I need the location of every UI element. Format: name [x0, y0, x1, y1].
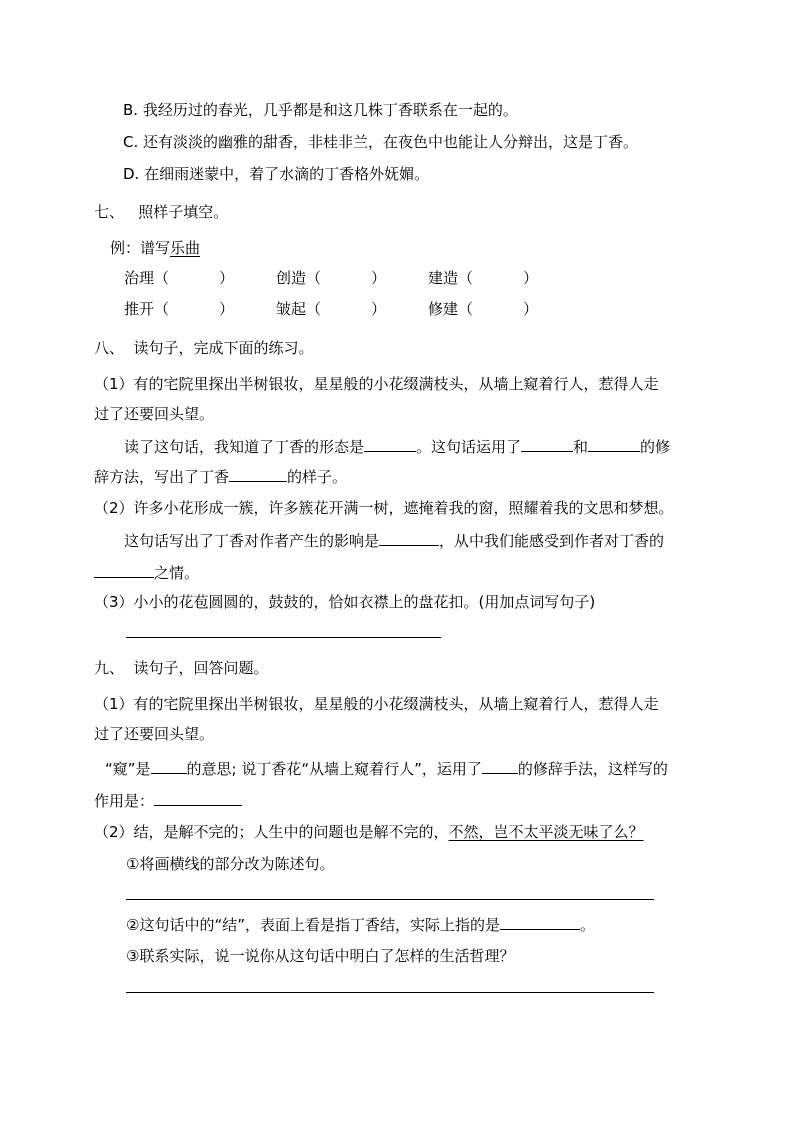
q8-question-2-line2: 之情。	[94, 562, 199, 583]
q8-sentence-3: （3）小小的花苞圆圆的，鼓鼓的，恰如衣襟上的盘花扣。(用加点词写句子)	[94, 593, 596, 611]
q8-question-1-line2: 辞方法，写出了丁香 的样子。	[94, 468, 348, 486]
q8-question-1-line1: 读了这句话，我知道了丁香的形态是 。这句话运用了 和 的修	[124, 438, 671, 456]
fill-item-5[interactable]: 皱起（ ）	[276, 300, 387, 318]
q8-sentence-1-line1: （1）有的宅院里探出半树银妆，星星般的小花缀满枝头，从墙上窥着行人，惹得人走	[94, 375, 659, 393]
q9-sentence-2: （2）结，是解不完的；人生中的问题也是解不完的，不然，岂不太平淡无味了么？	[94, 823, 644, 841]
q8-question-2-line1: 这句话写出了丁香对作者产生的影响是 ，从中我们能感受到作者对丁香的	[124, 532, 665, 550]
option-d: D. 在细雨迷蒙中，着了水滴的丁香格外妩媚。	[123, 165, 430, 183]
section-9-title: 九、 读句子，回答问题。	[94, 659, 269, 677]
answer-blank[interactable]	[229, 466, 287, 482]
q8-sentence-1-line2: 过了还要回头望。	[94, 405, 215, 423]
fill-item-2[interactable]: 创造（ ）	[276, 269, 387, 287]
example-line	[110, 238, 200, 258]
q9-sentence-1-line1: （1）有的宅院里探出半树银妆，星星般的小花缀满枝头，从墙上窥着行人，惹得人走	[94, 695, 659, 713]
answer-blank[interactable]	[482, 758, 518, 774]
answer-blank[interactable]	[379, 530, 439, 546]
answer-line[interactable]	[126, 637, 441, 638]
answer-line[interactable]	[126, 899, 654, 900]
q9-question-1-line1: “窥”是 的意思; 说丁香花“从墙上窥着行人”，运用了 的修辞手法，这样写的	[105, 760, 668, 778]
sub-question-2: ②这句话中的“结”，表面上看是指丁香结，实际上指的是 。	[126, 916, 596, 934]
underlined-sentence: 不然，岂不太平淡无味了么？	[448, 823, 644, 841]
answer-blank[interactable]	[588, 436, 640, 452]
fill-item-4[interactable]: 推开（ ）	[124, 300, 235, 318]
answer-blank[interactable]	[151, 758, 187, 774]
option-b: B. 我经历过的春光，几乎都是和这几株丁香联系在一起的。	[123, 101, 518, 119]
q9-sentence-1-line2: 过了还要回头望。	[94, 725, 215, 743]
answer-blank[interactable]	[521, 436, 573, 452]
sub-question-1: ①将画横线的部分改为陈述句。	[126, 855, 335, 873]
fill-item-1[interactable]: 治理（ ）	[124, 269, 235, 287]
section-7-title: 七、 照样子填空。	[94, 203, 229, 221]
q8-sentence-2: （2）许多小花形成一簇，许多簇花开满一树，遮掩着我的窗，照耀着我的文思和梦想。	[94, 499, 674, 517]
answer-blank[interactable]	[154, 790, 242, 806]
fill-item-3[interactable]: 建造（ ）	[428, 269, 539, 287]
q9-question-1-line2: 作用是：	[94, 790, 242, 811]
answer-blank[interactable]	[364, 436, 416, 452]
sub-question-3: ③联系实际，说一说你从这句话中明白了怎样的生活哲理？	[126, 947, 515, 965]
answer-line[interactable]	[126, 992, 654, 993]
fill-item-6[interactable]: 修建（ ）	[428, 300, 539, 318]
option-c: C. 还有淡淡的幽雅的甜香，非桂非兰，在夜色中也能让人分辩出，这是丁香。	[123, 133, 639, 151]
answer-blank[interactable]	[500, 914, 580, 930]
section-8-title: 八、 读句子，完成下面的练习。	[94, 339, 314, 357]
example-prefix: 例：谱写	[110, 239, 171, 257]
answer-blank[interactable]	[94, 562, 154, 578]
example-underlined: 乐曲	[170, 239, 201, 257]
